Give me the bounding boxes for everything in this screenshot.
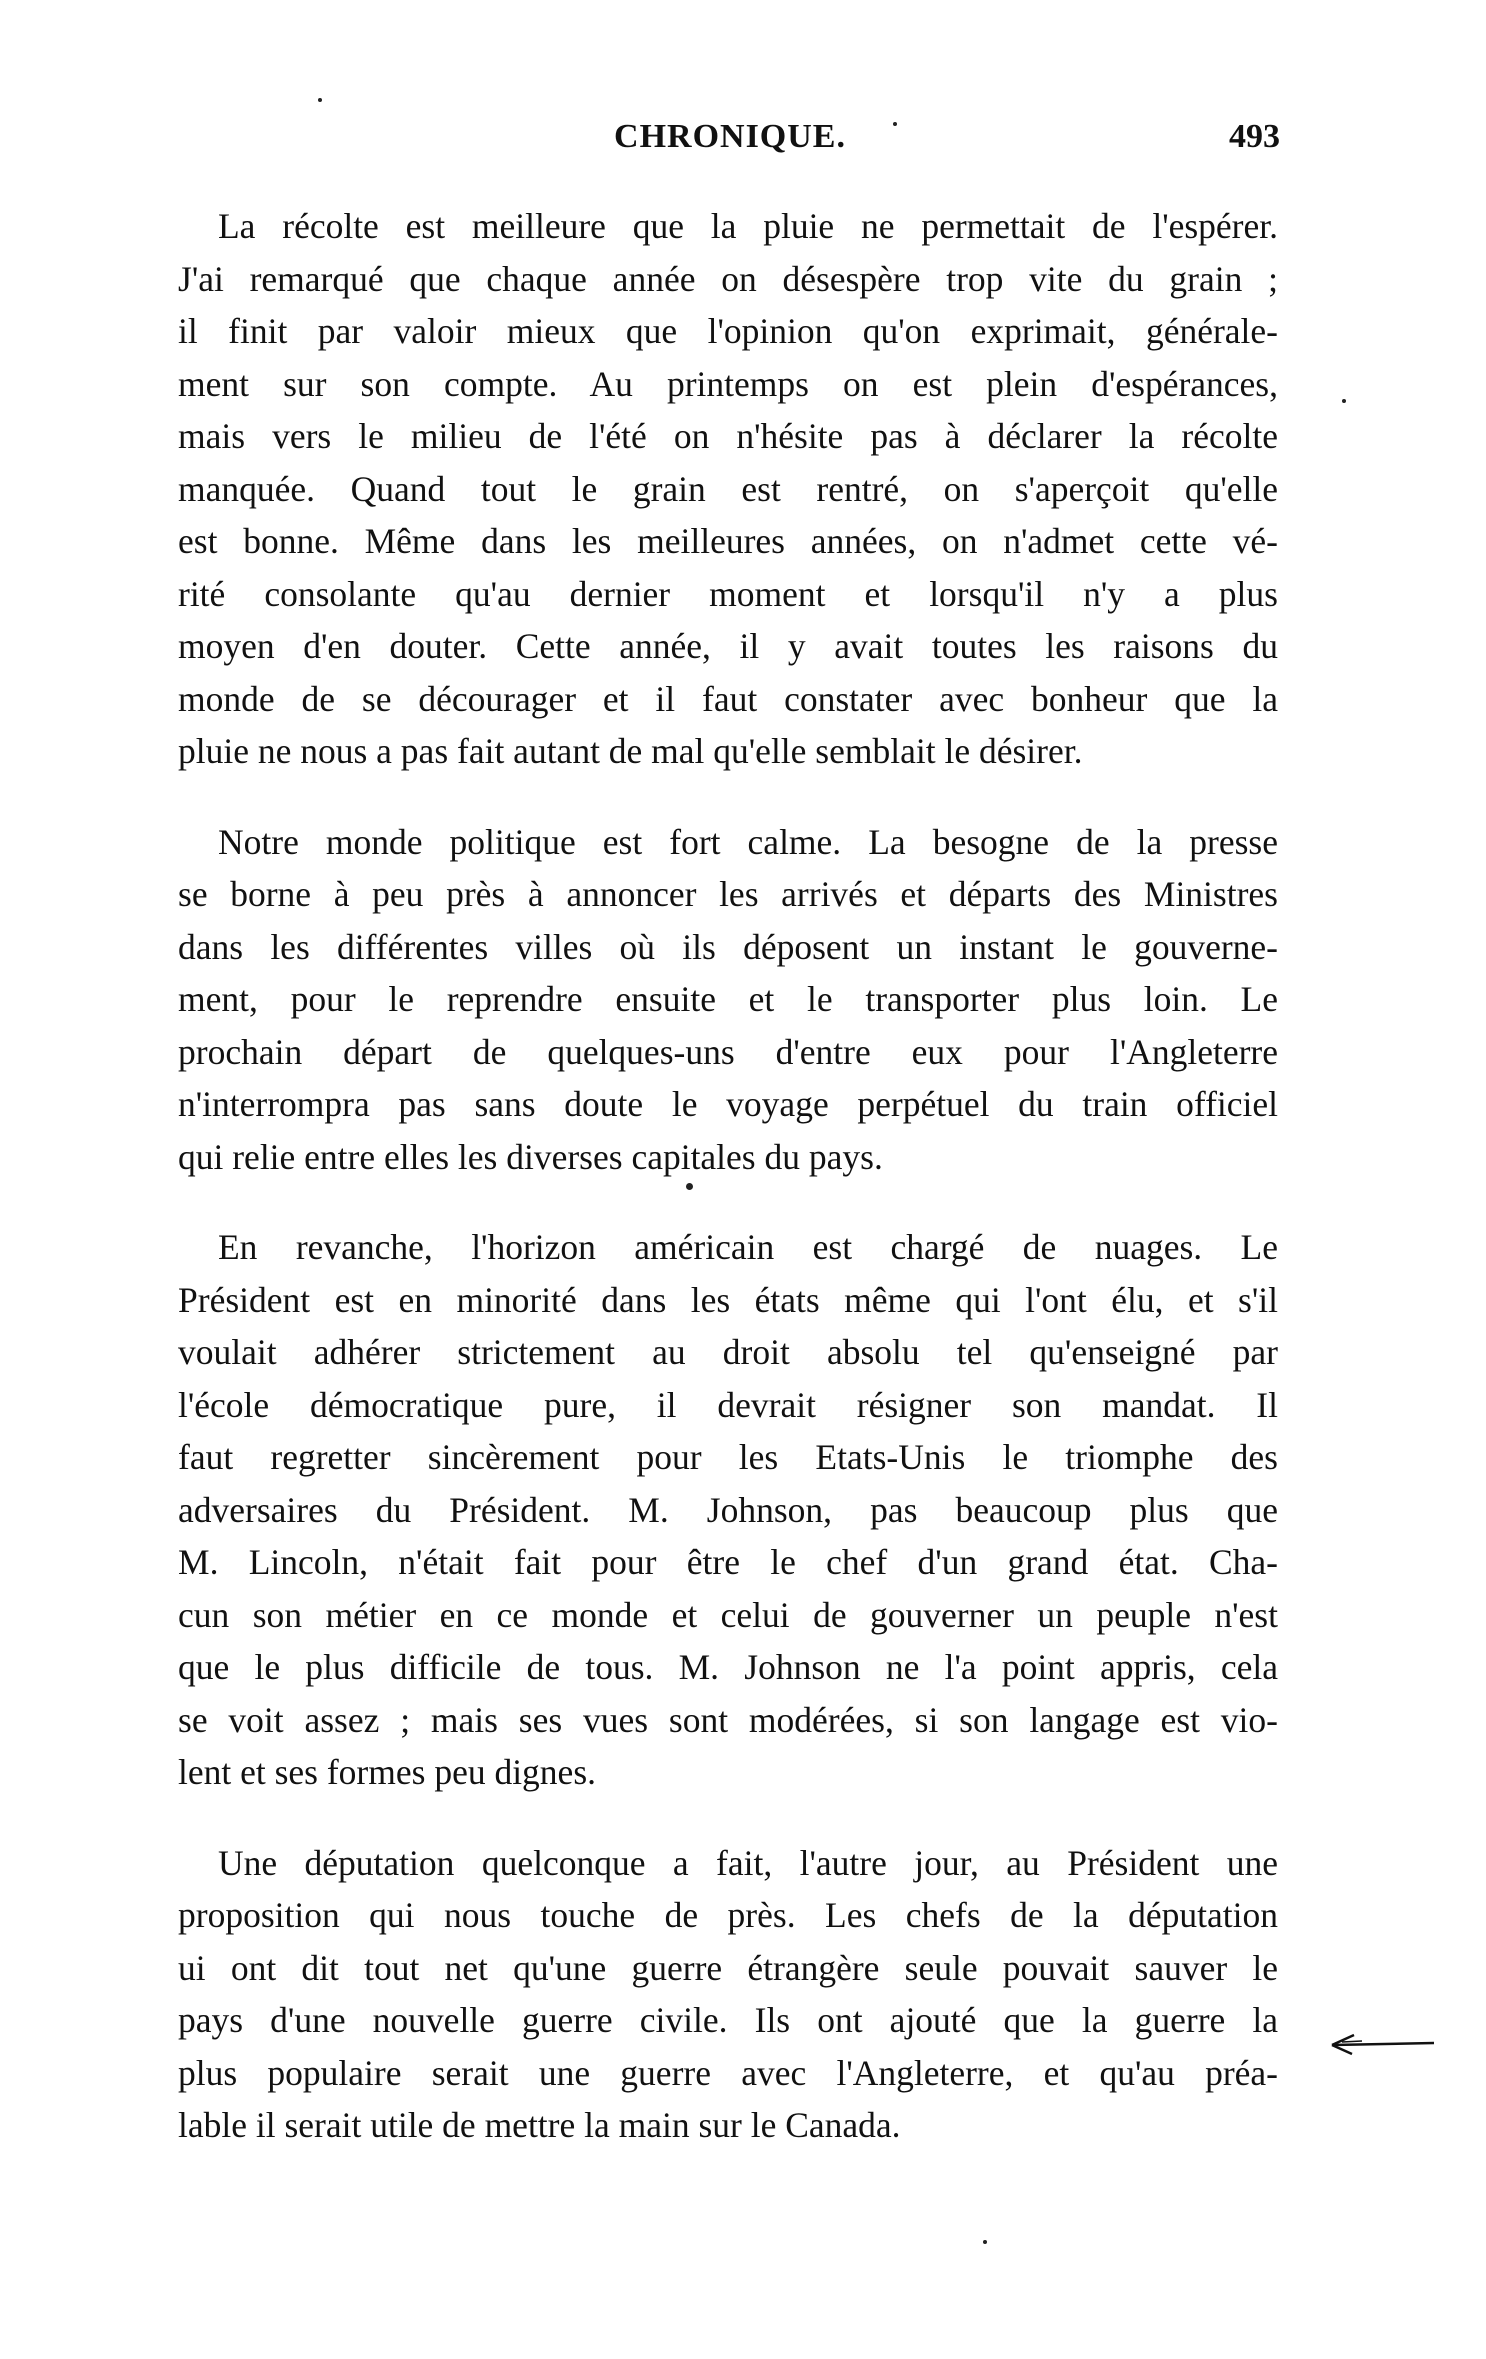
text-line: M. Lincoln, n'était fait pour être le chef d'un grand état. Cha- [178, 1542, 1278, 1582]
text-line: Président est en minorité dans les états même qui l'ont élu, et s'il [178, 1279, 1278, 1320]
text-line: moyen d'en douter. Cette année, il y avait toutes les raisons du [178, 626, 1278, 666]
ink-speck [686, 1183, 693, 1190]
paragraph [178, 816, 1278, 1184]
text-line: faut regretter sincèrement pour les Etats-Unis le triomphe des [178, 1437, 1278, 1477]
text-line: l'école démocratique pure, il devrait résigner son mandat. Il [178, 1384, 1278, 1425]
text-line: plus populaire serait une guerre avec l'Angleterre, et qu'au préa- [178, 2052, 1278, 2093]
paragraph [178, 200, 1278, 778]
text-line: rité consolante qu'au dernier moment et lorsqu'il n'y a plus [178, 573, 1278, 614]
text-line: dans les différentes villes où ils déposent un instant le gouverne- [178, 926, 1278, 967]
text-line: mais vers le milieu de l'été on n'hésite pas à déclarer la récolte [178, 416, 1278, 456]
text-line: ment, pour le reprendre ensuite et le transporter plus loin. Le [178, 979, 1278, 1019]
page-header [180, 118, 1280, 168]
text-line: adversaires du Président. M. Johnson, pas beaucoup plus que [178, 1489, 1278, 1530]
ink-speck [1342, 399, 1346, 403]
text-line: ment sur son compte. Au printemps on est plein d'espérances, [178, 363, 1278, 404]
text-line: J'ai remarqué que chaque année on désespère trop vite du grain ; [178, 258, 1278, 299]
text-line: se borne à peu près à annoncer les arrivés et départs des Ministres [178, 874, 1278, 914]
text-line: prochain départ de quelques-uns d'entre eux pour l'Angleterre [178, 1031, 1278, 1072]
text-line: cun son métier en ce monde et celui de gouverner un peuple n'est [178, 1594, 1278, 1635]
text-line: proposition qui nous touche de près. Les chefs de la députation [178, 1895, 1278, 1935]
text-line: monde de se décourager et il faut constater avec bonheur que la [178, 678, 1278, 719]
text-line: voulait adhérer strictement au droit absolu tel qu'enseigné par [178, 1332, 1278, 1372]
text-line: pays d'une nouvelle guerre civile. Ils ont ajouté que la guerre la [178, 2000, 1278, 2040]
text-line: ui ont dit tout net qu'une guerre étrangère seule pouvait sauver le [178, 1947, 1278, 1988]
text-line: lent et ses formes peu dignes. [178, 1752, 597, 1792]
text-line: n'interrompra pas sans doute le voyage perpétuel du train officiel [178, 1084, 1278, 1124]
text-line: est bonne. Même dans les meilleures années, on n'admet cette vé- [178, 521, 1278, 561]
paragraph [178, 1837, 1278, 2152]
text-line: se voit assez ; mais ses vues sont modérées, si son langage est vio- [178, 1699, 1278, 1740]
text-line: lable il serait utile de mettre la main sur le Canada. [178, 2105, 901, 2145]
text-line: manquée. Quand tout le grain est rentré, on s'aperçoit qu'elle [178, 468, 1278, 509]
paragraph [178, 1221, 1278, 1799]
ink-speck [318, 98, 322, 102]
text-line: Notre monde politique est fort calme. La besogne de la presse [218, 821, 1278, 862]
text-line: il finit par valoir mieux que l'opinion qu'on exprimait, générale- [178, 311, 1278, 351]
ink-speck [893, 122, 897, 126]
text-line: qui relie entre elles les diverses capitales du pays. [178, 1136, 883, 1177]
running-title: CHRONIQUE. [614, 118, 846, 155]
text-line: Une députation quelconque a fait, l'autre jour, au Président une [218, 1842, 1278, 1883]
text-line: que le plus difficile de tous. M. Johnson ne l'a point appris, cela [178, 1647, 1278, 1687]
ink-speck [983, 2240, 987, 2244]
text-line: pluie ne nous a pas fait autant de mal qu'elle semblait le désirer. [178, 731, 1083, 771]
arrow-pointing-left-icon [1328, 2030, 1438, 2060]
page-number: 493 [1229, 118, 1280, 155]
text-line: La récolte est meilleure que la pluie ne permettait de l'espérer. [218, 206, 1278, 246]
text-line: En revanche, l'horizon américain est chargé de nuages. Le [218, 1227, 1278, 1267]
body-text [178, 200, 1278, 2190]
